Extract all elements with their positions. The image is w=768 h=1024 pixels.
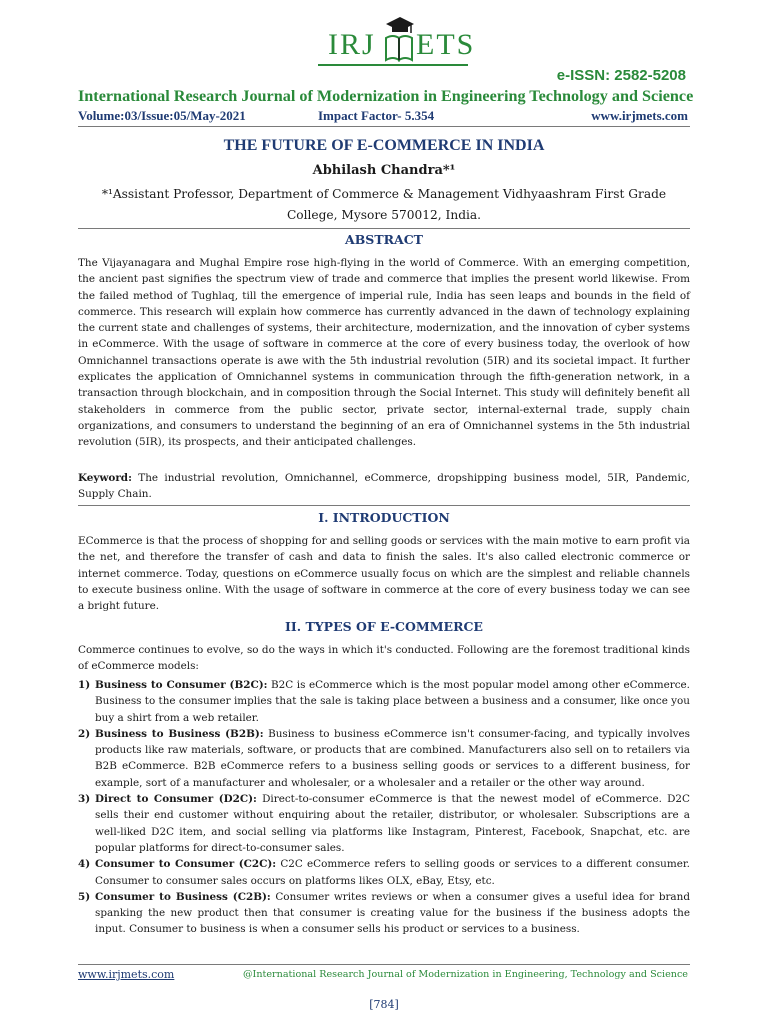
list-item-text: Direct-to-consumer eCommerce is that the newest model of eCommerce. D2C sells their end customer without enquiring about the retailer, distributor, or wholesaler. Subscriptions are a well-liked D2C item, and social selling via platforms like Instagram, Pinterest, Facebook, Snapchat, etc. are popular platforms for direct-to-consumer sales.: [95, 793, 690, 854]
logo-underline: [318, 64, 468, 66]
paper-author: Abhilash Chandra*¹: [312, 163, 456, 178]
header-divider: [78, 126, 690, 127]
list-item-number: 3): [78, 793, 91, 806]
volume-issue: Volume:03/Issue:05/May-2021: [78, 108, 246, 123]
list-item: [78, 856, 690, 889]
journal-logo: [318, 12, 476, 70]
list-item: [78, 726, 690, 791]
list-item-term: Consumer to Consumer (C2C):: [95, 858, 277, 871]
journal-name: International Research Journal of Modernization in Engineering Technology and Science: [78, 87, 694, 105]
list-item-term: Business to Consumer (B2C):: [95, 679, 268, 691]
keywords: [78, 470, 690, 503]
introduction-text: ECommerce is that the process of shopping for and selling goods or services with the main motive to earn profit via the net, and therefore the transfer of cash and data to finish the sales. It's also called electronic commerce or internet commerce. Today, questions on eCommerce usually focus on which are the simplest and reliable channels to execute business online. With the usage of software in commerce at the core of every business today we can see a bright future.: [78, 535, 690, 613]
list-item-term: Direct to Consumer (D2C):: [95, 793, 257, 806]
list-item: [78, 791, 690, 856]
impact-factor: Impact Factor- 5.354: [318, 108, 435, 123]
list-item-number: 2): [78, 727, 91, 740]
section-introduction-heading: I. INTRODUCTION: [318, 510, 450, 525]
list-item-term: Business to Business (B2B):: [95, 727, 264, 740]
list-item-text: C2C eCommerce refers to selling goods or services to a different consumer. Consumer to consumer sales occurs on platforms likes OLX, eBay, Etsy, etc.: [95, 858, 690, 887]
keywords-divider: [78, 505, 690, 506]
keyword-text: The industrial revolution, Omnichannel, eCommerce, dropshipping business model, 5IR, Pandemic, Supply Chain.: [78, 472, 690, 501]
abstract-divider: [78, 228, 690, 229]
page-number: [784]: [369, 998, 399, 1011]
issn: e-ISSN: 2582-5208: [556, 67, 686, 84]
abstract-text: The Vijayanagara and Mughal Empire rose high-flying in the world of Commerce. With an emerging competition, the ancient past signifies the spectrum view of trade and commerce that implies the present world likewise. From the failed method of Tughlaq, till the emergence of imperial rule, India has seen leaps and bounds in the field of commerce. This research will explain how commerce has currently advanced in the dawn of technology explaining the current state and challenges of systems, their architecture, modernization, and the innovation of cyber systems in eCommerce. With the usage of software in commerce at the core of every business today, the overlook of how Omnichannel transactions operate is awe with the 5th industrial revolution (5IR) and its societal impact. It further explicates the application of Omnichannel systems in communication through the fifth-generation network, in a transaction through blockchain, and in composition through the Social Internet. This study will definitely benefit all stakeholders in commerce from the public sector, private sector, internal-external trade, supply chain organizations, and consumers to understand the beginning of an era of Omnichannel systems in the 5th industrial revolution (5IR), its prospects, and their anticipated challenges.: [78, 257, 690, 449]
list-item-number: 1): [78, 679, 91, 691]
footer-copyright: @International Research Journal of Modernization in Engineering, Technology and Science: [242, 969, 688, 980]
types-intro-text: Commerce continues to evolve, so do the ways in which it's conducted. Following are the foremost traditional kinds of eCommerce models:: [78, 644, 690, 673]
ecommerce-types-list: [78, 677, 690, 938]
graduation-cap-book-icon: [384, 14, 414, 68]
footer-website-link[interactable]: www.irjmets.com: [78, 968, 175, 981]
list-item: [78, 889, 690, 938]
logo-text-left: IRJ: [328, 28, 376, 61]
list-item-text: Business to business eCommerce isn't consumer-facing, and typically involves products like raw materials, software, or products that are combined. Manufacturers also sell on to retailers via B2B eCommerce. B2B eCommerce refers to a business selling goods or services to a different business, for example, sort of a manufacturer and wholesaler, or a wholesaler and a retailer or the other way around.: [95, 727, 690, 789]
list-item-number: 5): [78, 890, 91, 903]
list-item-number: 4): [78, 858, 91, 871]
list-item: [78, 677, 690, 726]
list-item-term: Consumer to Business (C2B):: [95, 890, 271, 903]
logo-text-right: ETS: [416, 28, 476, 61]
list-item-text: Consumer writes reviews or when a consumer gives a useful idea for brand spanking the new product then that consumer is creating value for the business if the business adopts the input. Consumer to business is when a consumer sells his product or services to a business.: [95, 890, 690, 936]
abstract-heading: ABSTRACT: [345, 232, 423, 247]
footer-divider: [78, 964, 690, 965]
header-website-link[interactable]: www.irjmets.com: [591, 108, 688, 123]
author-affiliation: *¹Assistant Professor, Department of Commerce & Management Vidhyaashram First Grade College, Mysore 570012, India.: [101, 187, 667, 222]
section-types-heading: II. TYPES OF E-COMMERCE: [285, 619, 483, 634]
keyword-label: Keyword:: [78, 472, 132, 484]
list-item-text: B2C is eCommerce which is the most popular model among other eCommerce. Business to the consumer implies that the sale is taking place between a business and a consumer, like once you buy a shirt from a web retailer.: [95, 679, 690, 724]
paper-title: THE FUTURE OF E-COMMERCE IN INDIA: [223, 137, 545, 154]
